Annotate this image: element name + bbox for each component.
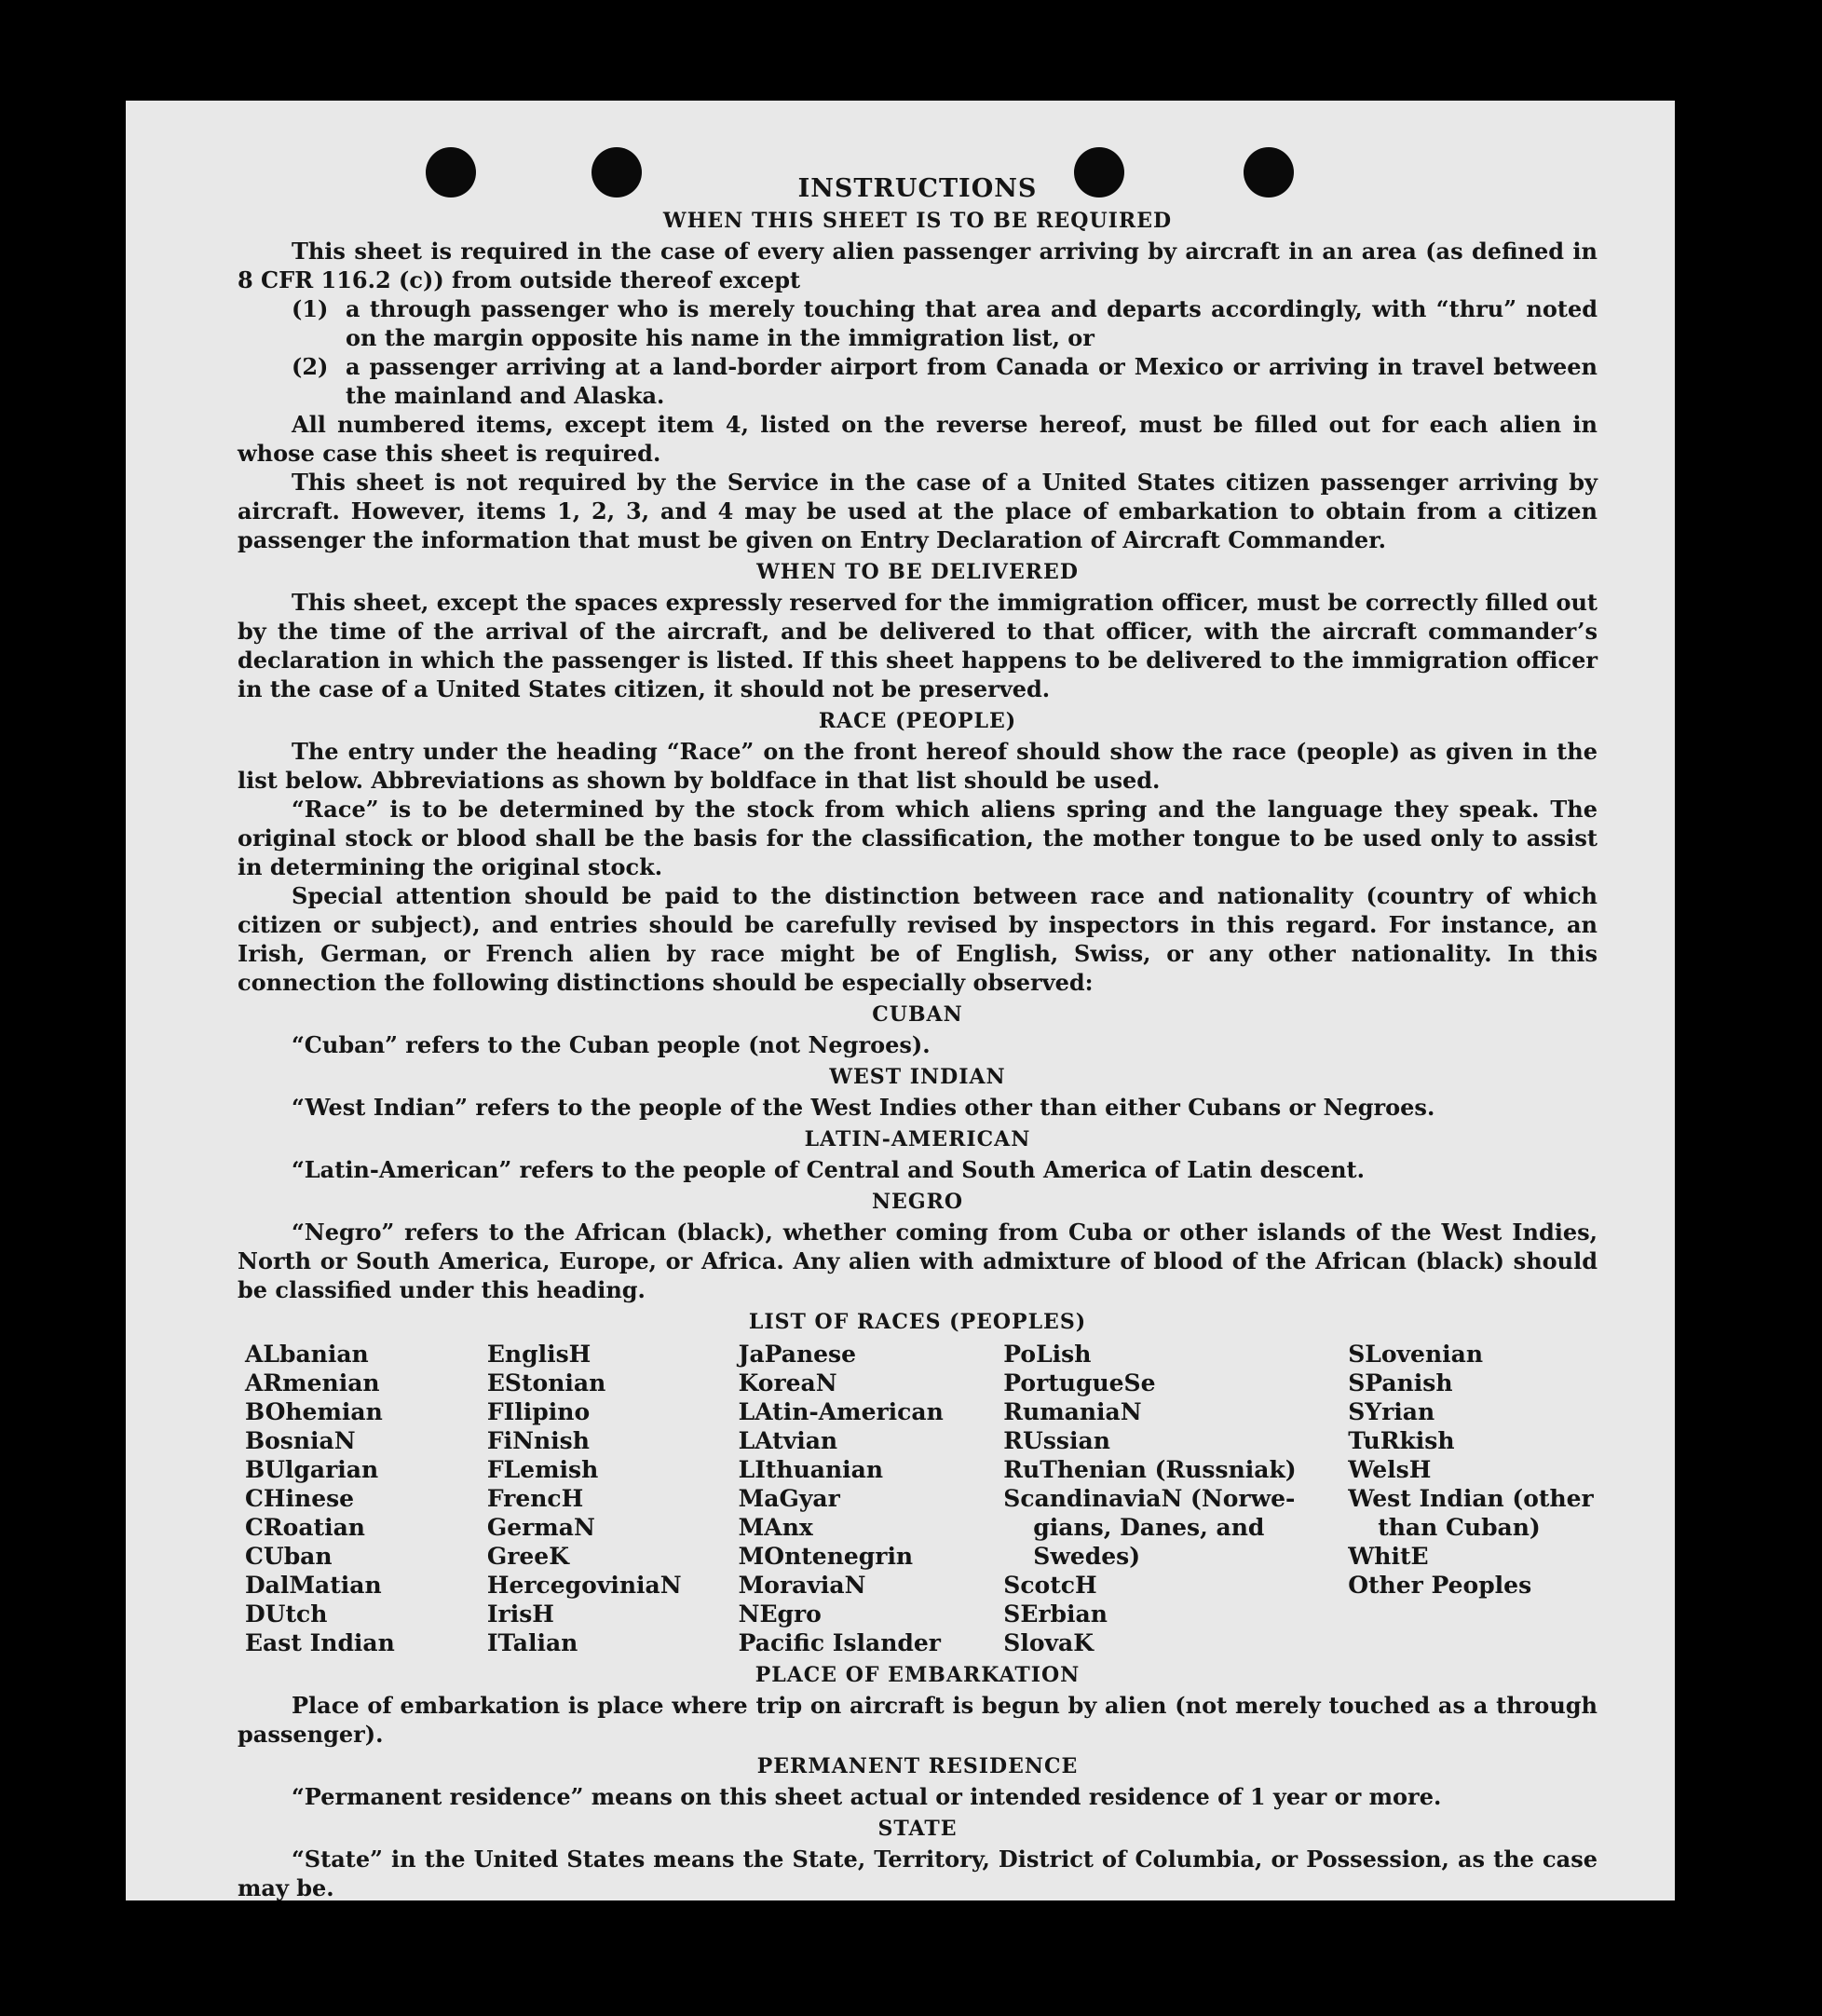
- race-entry: BosniaN: [245, 1427, 356, 1454]
- race-entry: MoraviaN: [738, 1572, 866, 1599]
- exception-item-2: [292, 352, 1598, 410]
- race-entry: East Indian: [245, 1629, 395, 1656]
- race-entry: ALbanian: [245, 1341, 369, 1368]
- section-heading-embarkation: PLACE OF EMBARKATION: [755, 1663, 1081, 1687]
- section-heading-cuban: CUBAN: [872, 1002, 963, 1027]
- item-text: a passenger arriving at a land-border airport from Canada or Mexico or arriving in travel between the mainland and Alaska.: [346, 353, 1598, 409]
- west-indian-text: “West Indian” refers to the people of the West Indies other than either Cubans or Negroes.: [292, 1094, 1435, 1121]
- required-intro: This sheet is required in the case of every alien passenger arriving by aircraft in an area (as defined in 8 CFR 116.2 (c)) from outside thereof except: [238, 238, 1598, 293]
- race-entry: HercegoviniaN: [486, 1572, 682, 1599]
- races-list: [238, 1340, 1598, 1657]
- race-entry: West Indian (other: [1348, 1485, 1594, 1512]
- race-entry: LAtin-American: [738, 1398, 944, 1425]
- race-entry: FiNnish: [486, 1427, 590, 1454]
- race-entry: MaGyar: [738, 1485, 840, 1512]
- race-entry: SErbian: [1003, 1601, 1108, 1628]
- races-column-2: [487, 1340, 739, 1657]
- races-column-1: [238, 1340, 487, 1657]
- race-entry: FLemish: [486, 1456, 599, 1483]
- races-column-3: [739, 1340, 1004, 1657]
- race-entry: FrencH: [486, 1485, 584, 1512]
- race-entry: MOntenegrin: [738, 1543, 914, 1570]
- race-entry: LAtvian: [738, 1427, 838, 1454]
- race-entry: SlovaK: [1003, 1629, 1094, 1656]
- race-entry: than Cuban): [1378, 1514, 1541, 1541]
- section-heading-race: RACE (PEOPLE): [818, 709, 1017, 733]
- race-entry: RuThenian (Russniak): [1003, 1456, 1297, 1483]
- race-entry: ScandinaviaN (Norwe-: [1003, 1485, 1296, 1512]
- race-entry: TuRkish: [1348, 1427, 1455, 1454]
- race-entry: DUtch: [245, 1601, 328, 1628]
- race-entry: Other Peoples: [1348, 1572, 1532, 1599]
- race-entry: GreeK: [486, 1543, 569, 1570]
- race-entry: GermaN: [486, 1514, 595, 1541]
- item-number: (2): [292, 353, 329, 380]
- section-heading-required: WHEN THIS SHEET IS TO BE REQUIRED: [662, 209, 1173, 233]
- document-sheet: [126, 101, 1675, 1900]
- race-entry: Swedes): [1033, 1543, 1141, 1570]
- race-entry: SLovenian: [1348, 1341, 1483, 1368]
- race-entry: PoLish: [1003, 1341, 1092, 1368]
- section-heading-delivered: WHEN TO BE DELIVERED: [756, 560, 1079, 584]
- race-entry: CUban: [245, 1543, 333, 1570]
- race-entry: EnglisH: [486, 1341, 591, 1368]
- race-entry: IrisH: [486, 1601, 554, 1628]
- race-entry: LIthuanian: [738, 1456, 884, 1483]
- instructions-body: [238, 170, 1598, 1900]
- race-entry: EStonian: [486, 1369, 606, 1396]
- race-entry: WelsH: [1348, 1456, 1432, 1483]
- page-title: INSTRUCTIONS: [797, 174, 1038, 203]
- section-heading-residence: PERMANENT RESIDENCE: [756, 1754, 1079, 1778]
- latin-american-text: “Latin-American” refers to the people of Central and South America of Latin descent.: [292, 1156, 1365, 1183]
- race-entry: CRoatian: [245, 1514, 365, 1541]
- required-paragraph-3: This sheet is not required by the Service in the case of a United States citizen passenger arriving by aircraft. However, items 1, 2, 3, and 4 may be used at the place of embarkation to obtain from a citizen passenger the information that must be given on Entry Declaration of Aircraft Commander.: [238, 469, 1598, 553]
- delivered-text: This sheet, except the spaces expressly reserved for the immigration officer, must be correctly filled out by the time of the arrival of the aircraft, and be delivered to that officer, with the aircraft commander’s declaration in which the passenger is listed. If this sheet happens to be delivered to the immigration officer in the case of a United States citizen, it should not be preserved.: [238, 589, 1598, 702]
- section-heading-list: LIST OF RACES (PEOPLES): [748, 1310, 1087, 1334]
- cuban-text: “Cuban” refers to the Cuban people (not Negroes).: [292, 1031, 931, 1058]
- required-paragraph-2: All numbered items, except item 4, listed on the reverse hereof, must be filled out for each alien in whose case this sheet is required.: [238, 411, 1598, 467]
- race-entry: DalMatian: [245, 1572, 382, 1599]
- race-entry: SPanish: [1348, 1369, 1453, 1396]
- section-heading-state: STATE: [877, 1817, 958, 1841]
- race-entry: KoreaN: [738, 1369, 837, 1396]
- race-entry: SYrian: [1348, 1398, 1435, 1425]
- race-entry: FIlipino: [486, 1398, 591, 1425]
- race-entry: BOhemian: [245, 1398, 383, 1425]
- section-heading-negro: NEGRO: [871, 1190, 964, 1214]
- race-entry: CHinese: [245, 1485, 355, 1512]
- race-entry: JaPanese: [738, 1341, 857, 1368]
- race-entry: Pacific Islander: [738, 1629, 941, 1656]
- item-text: a through passenger who is merely touching that area and departs accordingly, with “thru” noted on the margin opposite his name in the immigration list, or: [346, 295, 1598, 351]
- race-entry: ITalian: [486, 1629, 578, 1656]
- race-paragraph-1: The entry under the heading “Race” on the front hereof should show the race (people) as given in the list below. Abbreviations as shown by boldface in that list should be used.: [238, 738, 1598, 794]
- race-entry: MAnx: [738, 1514, 813, 1541]
- race-entry: BUlgarian: [245, 1456, 379, 1483]
- race-entry: RumaniaN: [1003, 1398, 1142, 1425]
- race-entry: PortugueSe: [1003, 1369, 1156, 1396]
- races-column-5: [1348, 1340, 1598, 1657]
- state-text: “State” in the United States means the State, Territory, District of Columbia, or Possession, as the case may be.: [238, 1846, 1598, 1900]
- races-column-4: [1003, 1340, 1348, 1657]
- negro-text: “Negro” refers to the African (black), whether coming from Cuba or other islands of the West Indies, North or South America, Europe, or Africa. Any alien with admixture of blood of the African (black) should be classified under this heading.: [238, 1219, 1598, 1303]
- race-entry: ScotcH: [1003, 1572, 1097, 1599]
- item-number: (1): [292, 295, 329, 322]
- section-heading-latin-american: LATIN-AMERICAN: [804, 1127, 1031, 1151]
- section-heading-west-indian: WEST INDIAN: [829, 1065, 1006, 1089]
- race-entry: WhitE: [1348, 1543, 1429, 1570]
- race-entry: RUssian: [1003, 1427, 1110, 1454]
- race-paragraph-2: “Race” is to be determined by the stock from which aliens spring and the language they speak. The original stock or blood shall be the basis for the classification, the mother tongue to be used only to assist in determining the original stock.: [238, 796, 1598, 880]
- embarkation-text: Place of embarkation is place where trip on aircraft is begun by alien (not merely touched as a through passenger).: [238, 1692, 1598, 1748]
- race-entry: ARmenian: [245, 1369, 380, 1396]
- exception-item-1: [292, 294, 1598, 352]
- residence-text: “Permanent residence” means on this sheet actual or intended residence of 1 year or more.: [292, 1783, 1442, 1810]
- race-entry: gians, Danes, and: [1033, 1514, 1265, 1541]
- race-entry: NEgro: [738, 1601, 822, 1628]
- race-paragraph-3: Special attention should be paid to the distinction between race and nationality (country of which citizen or subject), and entries should be carefully revised by inspectors in this regard. For instance, an Irish, German, or French alien by race might be of English, Swiss, or any other nationality. In this connection the following distinctions should be especially observed:: [238, 882, 1598, 996]
